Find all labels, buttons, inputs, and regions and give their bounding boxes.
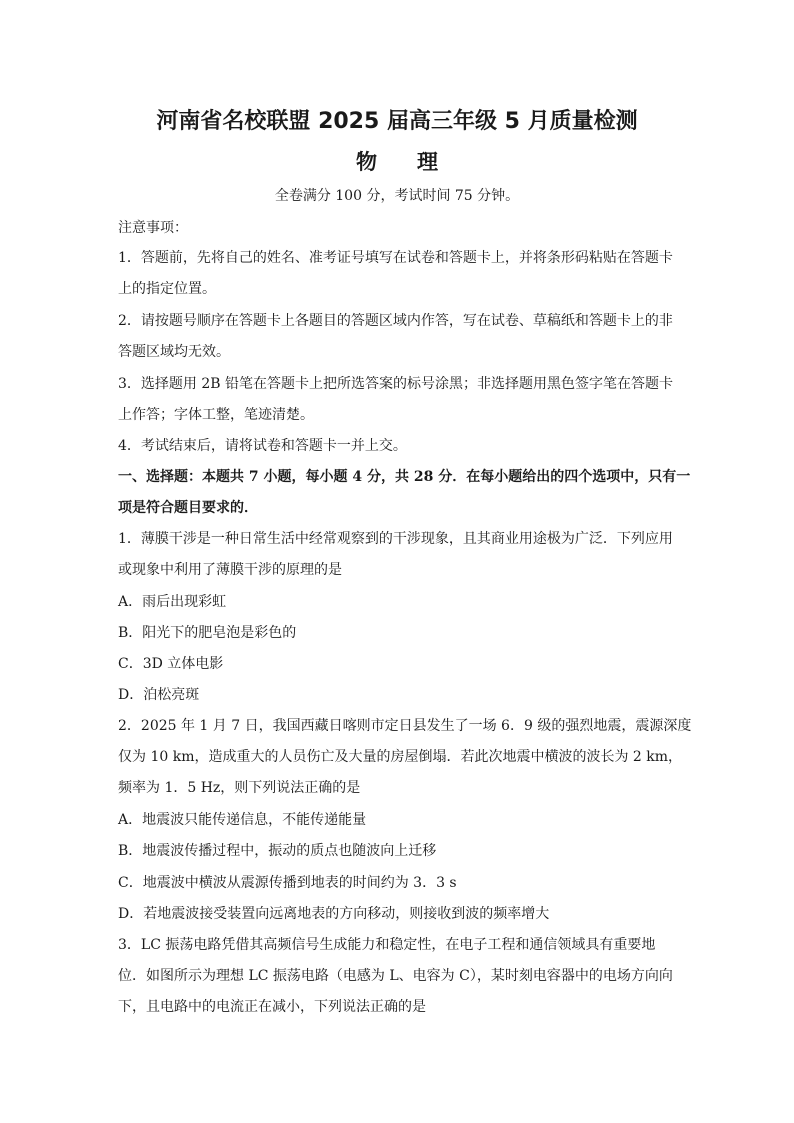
- q1-option-c: C．3D 立体电影: [118, 656, 224, 672]
- q2-option-c: C．地震波中横波从震源传播到地表的时间约为 3．3 s: [118, 875, 457, 891]
- q2-option-a: A．地震波只能传递信息，不能传递能量: [118, 812, 367, 828]
- note-line: 上作答；字体工整，笔迹清楚。: [118, 407, 314, 423]
- q1-option-b: B．阳光下的肥皂泡是彩色的: [118, 625, 297, 641]
- note-line: 4．考试结束后，请将试卷和答题卡一并上交。: [118, 438, 407, 454]
- q2-stem: 仅为 10 km，造成重大的人员伤亡及大量的房屋倒塌．若此次地震中横波的波长为 2 km，: [118, 749, 683, 765]
- exam-info: 全卷满分 100 分，考试时间 75 分钟。: [274, 188, 520, 204]
- q2-stem: 2．2025 年 1 月 7 日，我国西藏日喀则市定日县发生了一场 6．9 级的强烈地震，震源深度: [118, 718, 692, 734]
- subject-heading: [0, 146, 794, 176]
- subject-char-1: 物: [356, 150, 377, 174]
- note-line: 1．答题前，先将自己的姓名、准考证号填写在试卷和答题卡上，并将条形码粘贴在答题卡: [118, 250, 673, 266]
- subject-char-2: 理: [417, 150, 438, 174]
- q2-option-b: B．地震波传播过程中，振动的质点也随波向上迁移: [118, 843, 437, 859]
- section-heading: 项是符合题目要求的．: [118, 500, 258, 516]
- note-line: 2．请按题号顺序在答题卡上各题目的答题区域内作答，写在试卷、草稿纸和答题卡上的非: [118, 313, 673, 329]
- q1-stem: 或现象中利用了薄膜干涉的原理的是: [118, 562, 342, 578]
- note-line: 答题区域均无效。: [118, 344, 230, 360]
- q1-option-d: D．泊松亮斑: [118, 687, 200, 703]
- q3-stem: 3．LC 振荡电路凭借其高频信号生成能力和稳定性，在电子工程和通信领域具有重要地: [118, 937, 656, 953]
- note-line: 上的指定位置。: [118, 281, 216, 297]
- q1-stem: 1．薄膜干涉是一种日常生活中经常观察到的干涉现象，且其商业用途极为广泛．下列应用: [118, 531, 673, 547]
- q2-stem: 频率为 1．5 Hz，则下列说法正确的是: [118, 780, 361, 796]
- q1-option-a: A．雨后出现彩虹: [118, 594, 227, 610]
- notes-heading: 注意事项：: [118, 220, 188, 236]
- q3-stem: 位．如图所示为理想 LC 振荡电路（电感为 L、电容为 C），某时刻电容器中的电场方向向: [118, 968, 673, 984]
- q3-stem: 下，且电路中的电流正在减小，下列说法正确的是: [118, 999, 426, 1015]
- exam-title: 河南省名校联盟 2025 届高三年级 5 月质量检测: [156, 109, 638, 134]
- note-line: 3．选择题用 2B 铅笔在答题卡上把所选答案的标号涂黑；非选择题用黑色签字笔在答题卡: [118, 376, 674, 392]
- q2-option-d: D．若地震波接受装置向远离地表的方向移动，则接收到波的频率增大: [118, 906, 550, 922]
- section-heading: 一、选择题：本题共 7 小题，每小题 4 分，共 28 分．在每小题给出的四个选项中，只有一: [118, 469, 691, 485]
